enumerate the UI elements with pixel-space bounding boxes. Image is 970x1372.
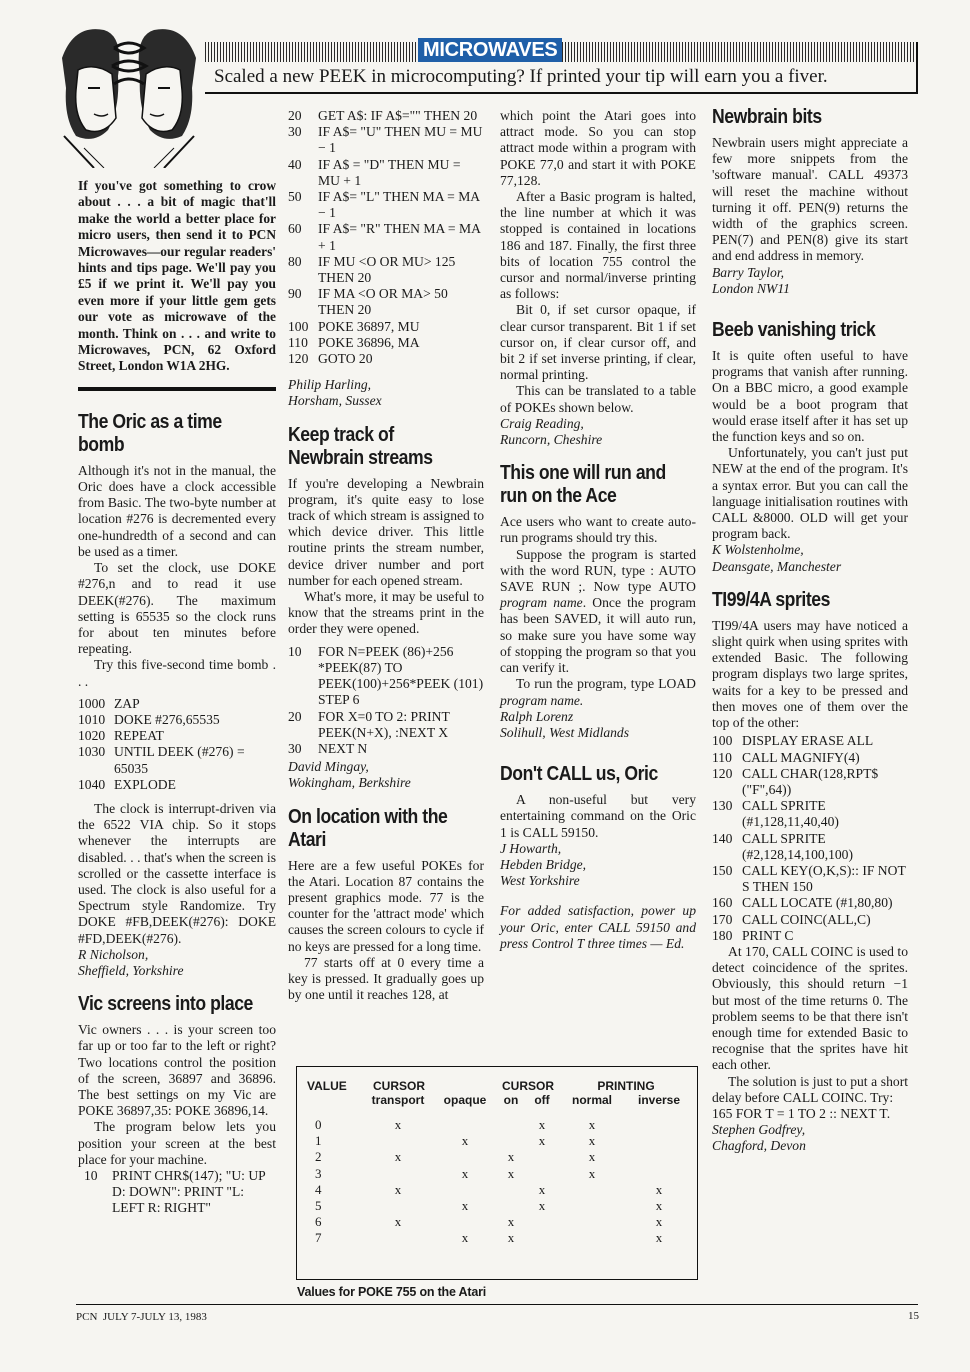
- oric-sig2: Sheffield, Yorkshire: [78, 962, 184, 978]
- code-line: 1000 ZAP: [78, 695, 140, 711]
- ace-p2: Suppose the program is started with the word RUN, type : AUTO SAVE RUN ;. Now type AUTO program name. Once the program has been SAVED, it will auto run, so make sure you have some way of stopping the program so that you can verify it.: [500, 546, 696, 676]
- ace-sig2: Solihull, West Midlands: [500, 724, 630, 740]
- col-cursor-1: CURSOR: [373, 1079, 426, 1093]
- table-subheader-row: [307, 1093, 693, 1107]
- ace-sig1: Ralph Lorenz: [500, 708, 574, 724]
- streams-title: Keep track of Newbrain streams: [288, 423, 433, 469]
- table-row: 0 x x x: [315, 1117, 596, 1133]
- code-line: 10 FOR N=PEEK (86)+256 *PEEK(87) TO PEEK(100)+256*PEEK (101) STEP 6: [288, 643, 484, 708]
- atari-title: On location with the Atari: [288, 805, 448, 851]
- vic-title: Vic screens into place: [78, 993, 253, 1016]
- atari-sig2: Runcorn, Cheshire: [500, 432, 603, 448]
- atari-p6: This can be translated to a table of POKEs shown below.: [500, 383, 696, 415]
- newbrain-sig1: Barry Taylor,: [712, 264, 785, 280]
- table-row: 3 x x x: [315, 1165, 596, 1181]
- footer-rule: [76, 1304, 918, 1305]
- code-line: 1010 DOKE #276,65535: [78, 711, 220, 727]
- code-line: 1040 EXPLODE: [78, 776, 176, 792]
- ti-p2: At 170, CALL COINC is used to detect coincidence of the sprites. Obviously, this should return −1 but most of the time returns 0. The problem seems to be that there isn't enough time for extended Basic to recognise that the sprites have hit each other.: [712, 943, 908, 1073]
- col-transport: transport: [371, 1093, 425, 1107]
- col-on: on: [503, 1093, 519, 1107]
- table-caption: Values for POKE 755 on the Atari: [297, 1285, 487, 1299]
- vic-code: [288, 108, 484, 367]
- code-line: 1030 UNTIL DEEK (#276) = 65035: [78, 744, 245, 776]
- vic-sig2: Horsham, Sussex: [288, 393, 382, 409]
- beeb-title: Beeb vanishing trick: [712, 319, 876, 342]
- newbrain-sig2: London NW11: [712, 280, 790, 296]
- column-3: [500, 108, 696, 952]
- table-row: 7 x x x: [315, 1230, 663, 1246]
- code-line: 1020 REPEAT: [78, 728, 164, 744]
- intro-rule: [78, 387, 276, 391]
- call-title: Don't CALL us, Oric: [500, 763, 658, 786]
- ti-title: TI99/4A sprites: [712, 588, 830, 611]
- streams-code: [288, 644, 484, 757]
- atari-sig1: Craig Reading,: [500, 415, 584, 431]
- col-value: VALUE: [307, 1079, 347, 1093]
- vic-p2: The program below lets you position your screen at the best place for your machine.: [78, 1119, 276, 1167]
- code-line: 140 CALL SPRITE (#2,128,14,100,100): [712, 830, 854, 862]
- code-line: 40 IF A$ = "D" THEN MU = MU + 1: [288, 156, 461, 188]
- code-line: 60 IF A$= "R" THEN MA = MA + 1: [288, 221, 481, 253]
- column-2: [288, 108, 484, 1003]
- code-line: 170 CALL COINC(ALL,C): [712, 911, 871, 927]
- table-row: 4 x x x: [315, 1181, 663, 1197]
- col-normal: normal: [571, 1093, 612, 1107]
- oric-code: [78, 696, 276, 793]
- oric-p2: To set the clock, use DOKE #276,n and to read it use DEEK(#276). The maximum setting is 65535 so the clock runs for about ten minutes before repeating.: [78, 560, 276, 657]
- atari-p4: After a Basic program is halted, the line number at which it was stopped is contained in locations 186 and 187. Finally, the first three bits of location 755 control the cursor and normal/inverse printing as follows:: [500, 189, 696, 302]
- code-line: 10 PRINT CHR$(147); "U: UP D: DOWN": PRINT "L: LEFT R: RIGHT": [84, 1168, 266, 1216]
- tagline: Scaled a new PEEK in microcomputing? If printed your tip will earn you a fiver.: [214, 66, 828, 87]
- header-illustration: [54, 18, 204, 168]
- ti-sig2: Chagford, Devon: [712, 1138, 806, 1154]
- code-line: 20 GET A$: IF A$="" THEN 20: [288, 108, 478, 123]
- code-line: 30 IF A$= "U" THEN MU = MU − 1: [288, 124, 483, 156]
- call-sig3: West Yorkshire: [500, 873, 580, 889]
- call-p1: A non-useful but very entertaining command on the Oric 1 is CALL 59150.: [500, 792, 696, 840]
- beeb-p2: Unfortunately, you can't just put NEW at the end of the program. It's a syntax error. But you can call the language initialisation routines with CALL &8000. OLD will get your program back.: [712, 445, 908, 542]
- code-line: 120 GOTO 20: [288, 351, 373, 367]
- table-row: 1 x x x: [315, 1133, 596, 1149]
- code-line: 120 CALL CHAR(128,RPT$ ("F",64)): [712, 765, 879, 797]
- streams-p1: If you're developing a Newbrain program, it's quite easy to lose track of which stream is assigned to which device driver. This little routine prints the stream number, device driver number and port number for each opened stream.: [288, 475, 484, 588]
- code-line: 20 FOR X=0 TO 2: PRINT PEEK(N+X), :NEXT X: [288, 708, 450, 740]
- oric-sig1: R Nicholson,: [78, 946, 149, 962]
- code-line: 100 POKE 36897, MU: [288, 318, 420, 334]
- streams-p2: What's more, it may be useful to know that the streams print in the order they were opened.: [288, 589, 484, 637]
- code-line: 90 IF MA <O OR MA> 50 THEN 20: [288, 286, 448, 318]
- oric-p1: Although it's not in the manual, the Oric does have a clock accessible from Basic. The two-byte number at location #276 is decremented every one-hundredth of a second and can be used as a timer.: [78, 462, 276, 559]
- code-line: 160 CALL LOCATE (#1,80,80): [712, 895, 893, 911]
- table-row: 5 x x x: [315, 1198, 663, 1214]
- column-1: [78, 178, 276, 1217]
- code-line: 180 PRINT C: [712, 927, 794, 943]
- code-line: 110 POKE 36896, MA: [288, 334, 420, 350]
- oric-p4: The clock is interrupt-driven via the 6522 VIA chip. So it stops whenever the interrupts are disabled. . . that's when the screen is scrolled or the cassette interface is used. The clock is also useful for a Spectrum style Randomize. Try DOKE #FB,DEEK(#276): DOKE #FD,DEEK(#276).: [78, 800, 276, 946]
- beeb-sig1: K Wolstenholme,: [712, 542, 804, 558]
- code-line: 30 NEXT N: [288, 740, 368, 756]
- header-rule: [205, 92, 917, 94]
- call-sig1: J Howarth,: [500, 840, 562, 856]
- table-row: 2 x x x: [315, 1149, 596, 1165]
- table-header-row: [307, 1079, 693, 1093]
- col-cursor-2: CURSOR: [501, 1079, 554, 1093]
- code-line: 80 IF MU <O OR MU> 125 THEN 20: [288, 253, 456, 286]
- ace-p1: Ace users who want to create auto-run programs should try this.: [500, 514, 696, 546]
- vic-sig1: Philip Harling,: [288, 377, 372, 393]
- footer-issue: PCN JULY 7-JULY 13, 1983: [76, 1311, 207, 1323]
- ti-p4: 165 FOR T = 1 TO 2 :: NEXT T.: [712, 1105, 891, 1121]
- page-number: 15: [908, 1310, 919, 1322]
- code-line: 150 CALL KEY(O,K,S):: IF NOT S THEN 150: [712, 862, 906, 895]
- ace-title: This one will run and run on the Ace: [500, 462, 666, 508]
- poke-table-box: [296, 1066, 698, 1280]
- column-4: [712, 96, 908, 1155]
- oric-p3: Try this five-second time bomb . . .: [78, 657, 276, 689]
- atari-p2: 77 starts off at 0 every time a key is pressed. It gradually goes up by one until it reaches 128, at: [288, 954, 484, 1003]
- ti-sig1: Stephen Godfrey,: [712, 1122, 806, 1138]
- ti-p1: TI99/4A users may have noticed a slight quirk when using sprites with extended Basic. The following program displays two large sprites, waits for a key to be pressed and then moves one of them over the top of the other:: [712, 617, 908, 731]
- ti-p3: The solution is just to put a short delay before CALL COINC. Try:: [712, 1073, 908, 1105]
- newbrain-title: Newbrain bits: [712, 106, 822, 128]
- code-line: 110 CALL MAGNIFY(4): [712, 749, 860, 765]
- banner-label: MICROWAVES: [418, 38, 562, 62]
- code-line: 100 DISPLAY ERASE ALL: [712, 733, 874, 749]
- oric-title: The Oric as a time bomb: [78, 410, 222, 456]
- beeb-p1: It is quite often useful to have programs that vanish after running. On a BBC micro, a good example would be a boot program that would erase itself after it has set up the function keys and so on.: [712, 348, 908, 445]
- col-printing: PRINTING: [597, 1079, 655, 1093]
- twin-faces-icon: [54, 18, 204, 168]
- col-inverse: inverse: [637, 1093, 681, 1107]
- code-line: 50 IF A$= "L" THEN MA = MA − 1: [288, 189, 480, 221]
- atari-p3: which point the Atari goes into attract mode. So you can stop attract mode within a program with POKE 77,0 and start it with POKE 77,128.: [500, 108, 696, 188]
- table-row: 6 x x x: [315, 1214, 663, 1230]
- code-line: 130 CALL SPRITE (#1,128,11,40,40): [712, 798, 839, 830]
- ace-p3: To run the program, type LOAD program name.: [500, 676, 696, 708]
- poke-table: [307, 1079, 693, 1247]
- streams-sig1: David Mingay,: [288, 759, 369, 775]
- atari-p1: Here are a few useful POKEs for the Atari. Location 87 contains the present graphics mode. 77 is the counter for the 'attract mode' which causes the screen colours to cycle if no keys are pressed for a long time.: [288, 857, 484, 954]
- col-off: off: [534, 1093, 550, 1107]
- vic-p1: Vic owners . . . is your screen too far up or too far to the left or right? Two locations control the position of the screen, 36897 and 36896. The best settings on my Vic are POKE 36897,35: POKE 36896,14.: [78, 1022, 276, 1119]
- call-sig2: Hebden Bridge,: [500, 856, 587, 872]
- beeb-sig2: Deansgate, Manchester: [712, 558, 842, 574]
- call-editor-note: For added satisfaction, power up your Oric, enter CALL 59150 and press Control T three times — Ed.: [500, 903, 696, 951]
- streams-sig2: Wokingham, Berkshire: [288, 775, 411, 791]
- atari-p5: Bit 0, if set cursor opaque, if clear cursor transparent. Bit 1 if set cursor on, if clear cursor off, and bit 2 if set inverse printing, if clear, normal printing.: [500, 302, 696, 383]
- intro-text: If you've got something to crow about . . . a bit of magic that'll make the world a better place for micro users, then send it to PCN Microwaves—our regular readers' hints and tips page. We'll pay you £5 if we print it. We'll pay you even more if your little gem gets our vote as microwave of the month. Think on . . . and write to Microwaves, PCN, 62 Oxford Street, London W1A 2HG.: [78, 178, 276, 374]
- ti-code: [712, 733, 908, 944]
- header-right-rule: [916, 42, 918, 94]
- col-opaque: opaque: [443, 1093, 487, 1107]
- newbrain-p1: Newbrain users might appreciate a few more snippets from the 'software manual'. CALL 49373 will reset the machine without turning it off. PEN(9) returns the width of the graphics screen. PEN(7) and PEN(8) give its start and end address in memory.: [712, 135, 908, 264]
